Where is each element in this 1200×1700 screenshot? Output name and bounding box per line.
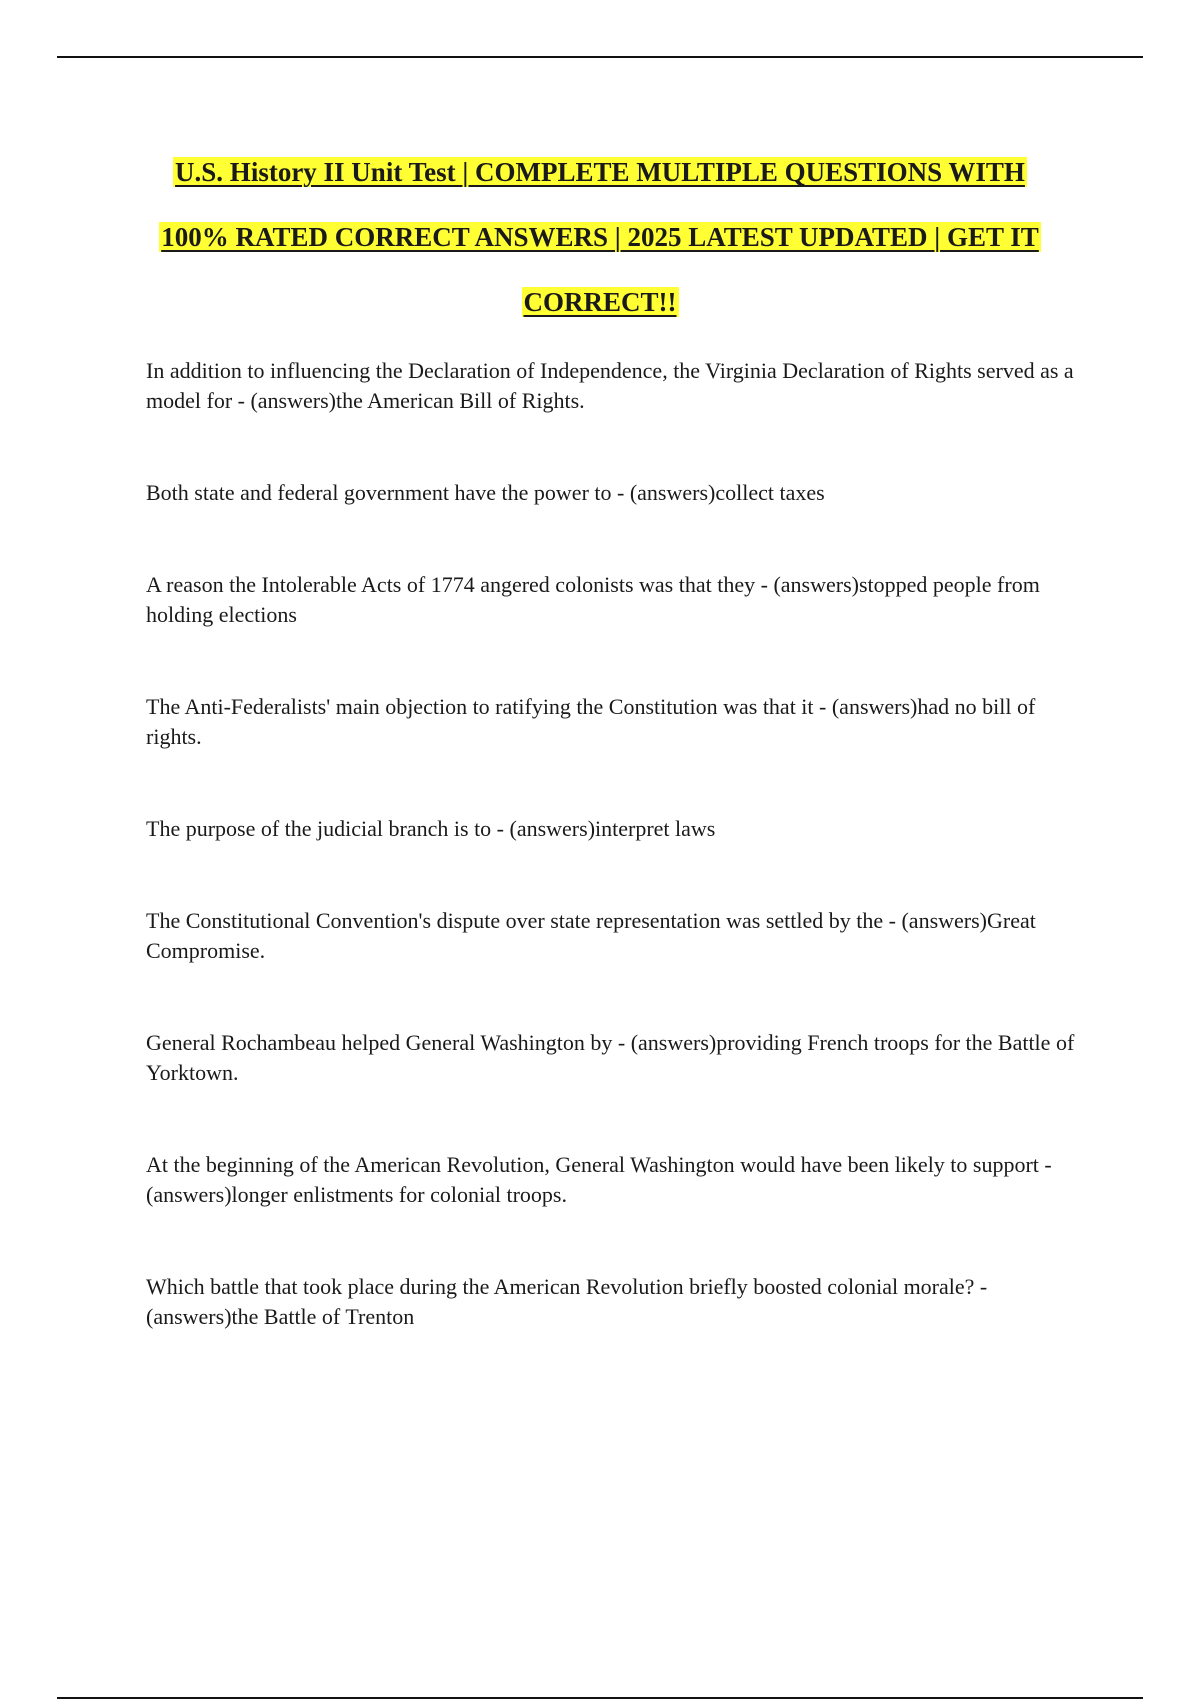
- qa-item: Both state and federal government have the power to - (answers)collect taxes: [146, 480, 825, 505]
- qa-item: A reason the Intolerable Acts of 1774 angered colonists was that they - (answers)stopped people from holding elections: [146, 572, 1040, 627]
- footer-rule: [57, 1697, 1143, 1699]
- title-line-1-text: U.S. History II Unit Test | COMPLETE MULTIPLE QUESTIONS WITH: [175, 157, 1025, 187]
- title-line-3-text: CORRECT!!: [523, 287, 677, 317]
- qa-item: At the beginning of the American Revolution, General Washington would have been likely to support - (answers)longer enlistments for colonial troops.: [146, 1152, 1052, 1207]
- question-answer-list: [146, 356, 1091, 1394]
- qa-item: The purpose of the judicial branch is to - (answers)interpret laws: [146, 816, 716, 841]
- qa-item: Which battle that took place during the American Revolution briefly boosted colonial morale? - (answers)the Battle of Trenton: [146, 1274, 988, 1329]
- qa-item: The Anti-Federalists' main objection to ratifying the Constitution was that it - (answers)had no bill of rights.: [146, 694, 1036, 749]
- header-rule: [57, 56, 1143, 58]
- title-line-2-text: 100% RATED CORRECT ANSWERS | 2025 LATEST UPDATED | GET IT: [161, 222, 1039, 252]
- title-line-2: [100, 205, 1100, 270]
- qa-item: In addition to influencing the Declaration of Independence, the Virginia Declaration of Rights served as a model for - (answers)the American Bill of Rights.: [146, 358, 1074, 413]
- qa-item: The Constitutional Convention's dispute over state representation was settled by the - (answers)Great Compromise.: [146, 908, 1036, 963]
- title-line-3: [100, 270, 1100, 335]
- document-title: [100, 140, 1100, 335]
- title-line-1: [100, 140, 1100, 205]
- qa-item: General Rochambeau helped General Washington by - (answers)providing French troops for the Battle of Yorktown.: [146, 1030, 1075, 1085]
